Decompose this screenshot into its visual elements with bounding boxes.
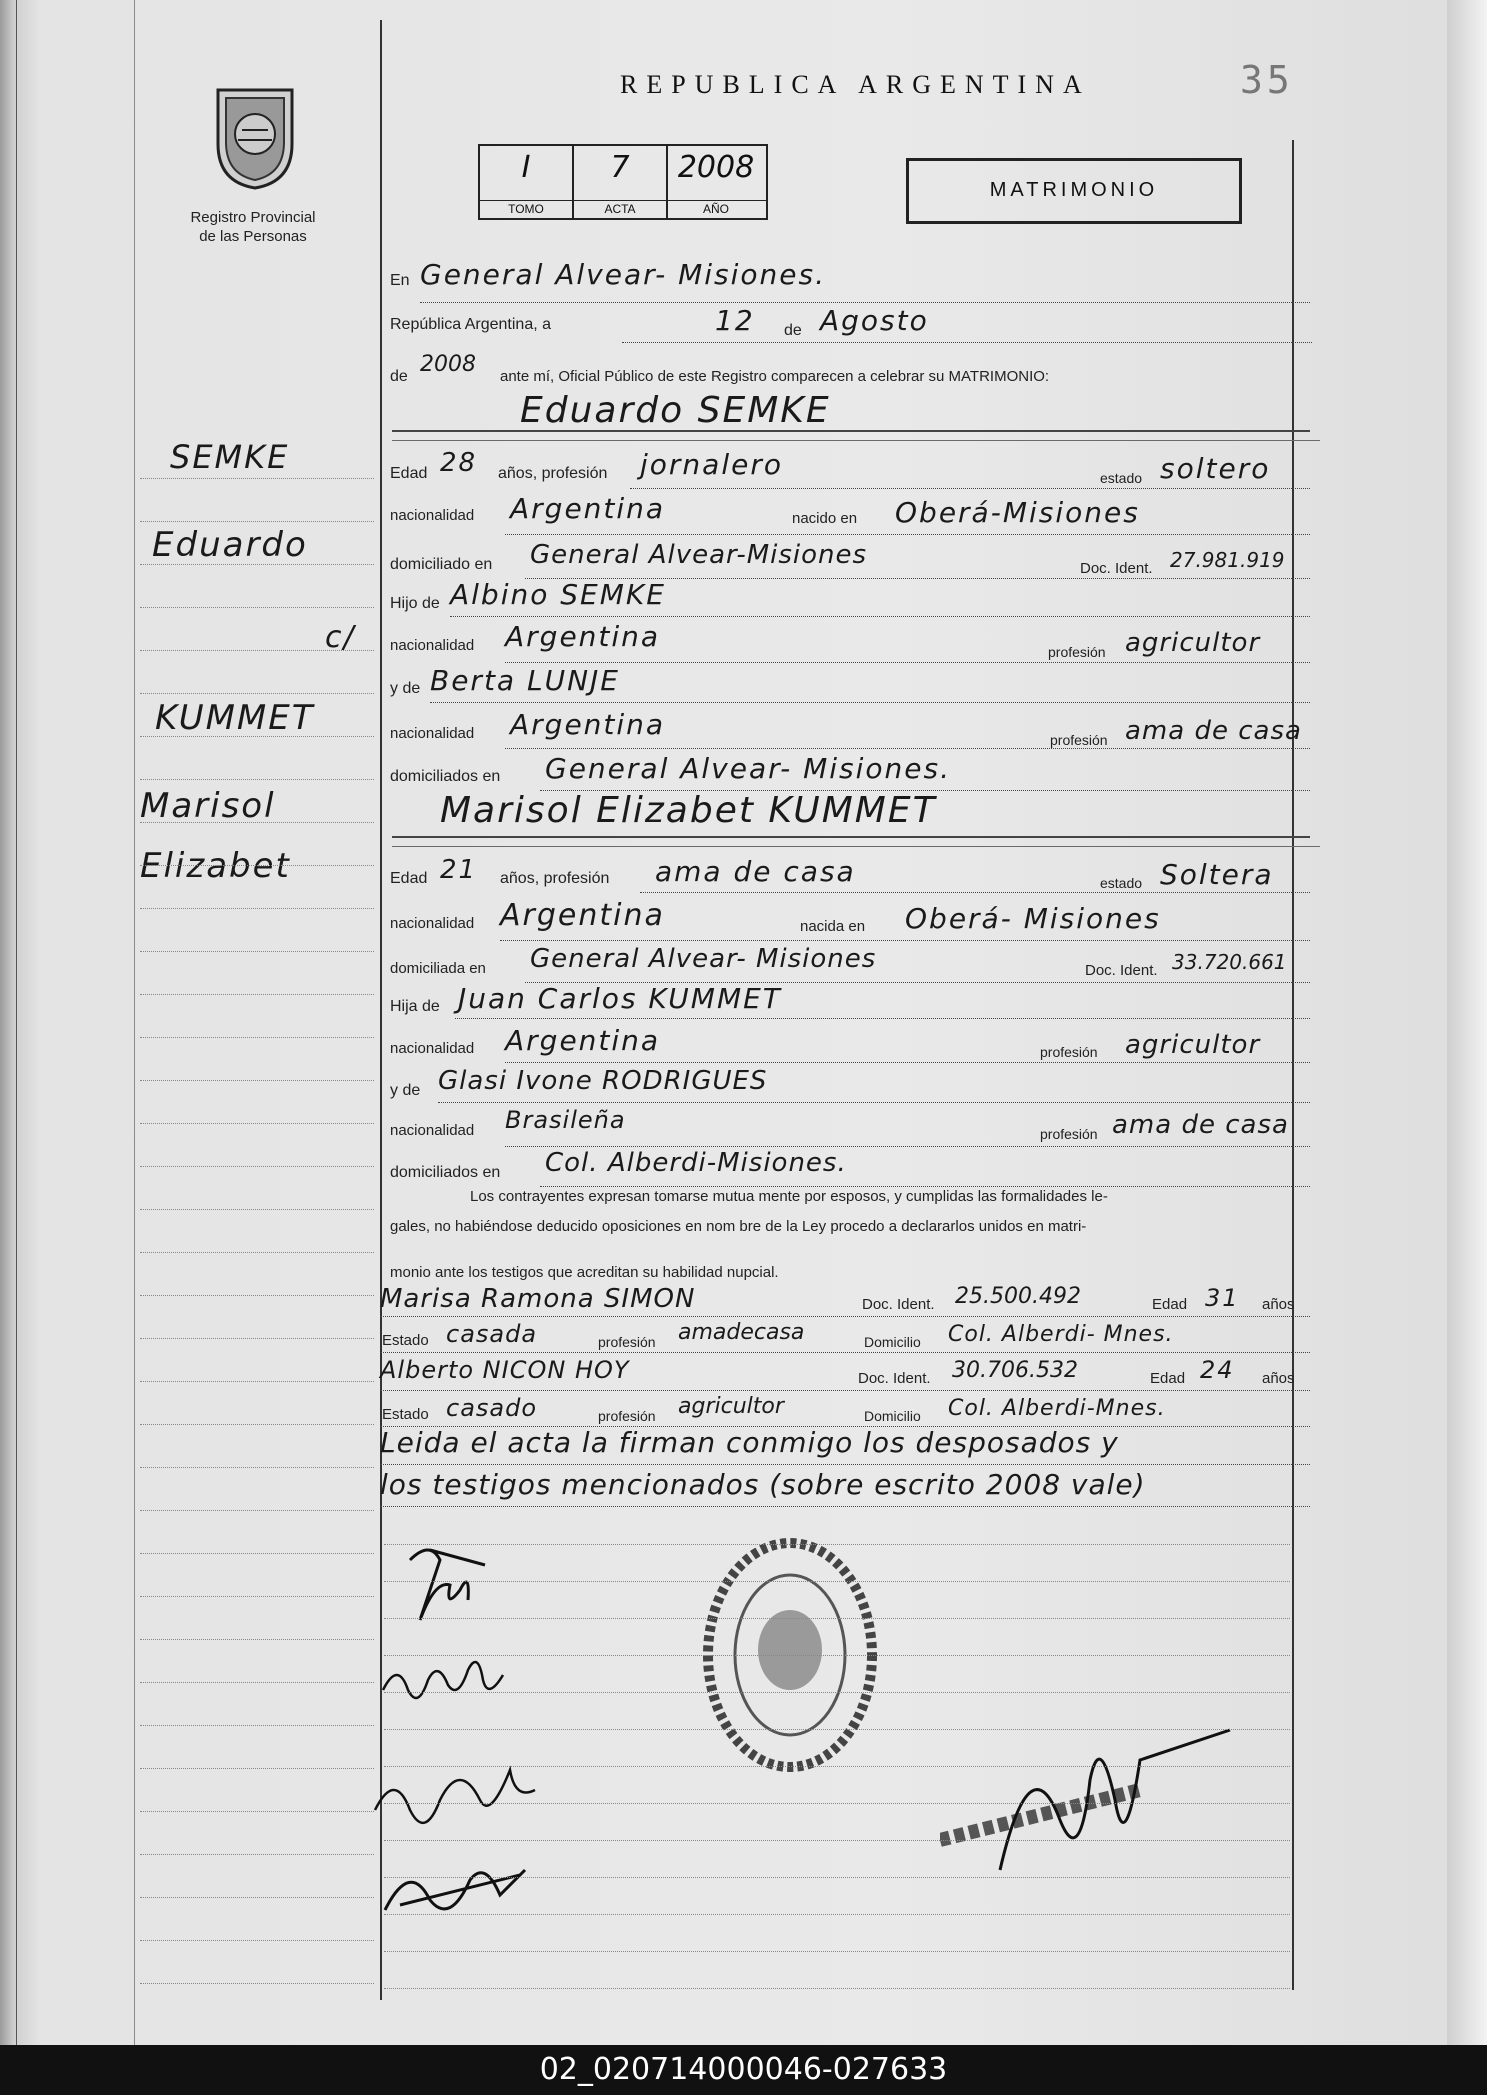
ruled-line [384, 1988, 1290, 1989]
ruled-line [384, 1581, 1290, 1582]
witness-2-name: Alberto NICON HOY [380, 1356, 630, 1384]
margin-ruled-line [140, 908, 374, 909]
margin-ruled-line [140, 521, 374, 522]
registry-line-2: de las Personas [199, 228, 307, 245]
groom-mother-profession: ama de casa [1125, 716, 1302, 746]
bride-mother: Glasi Ivone RODRIGUES [438, 1066, 768, 1096]
margin-ruled-line [140, 1338, 374, 1339]
tomo-label: TOMO [508, 202, 544, 216]
margin-ruled-line [140, 951, 374, 952]
witness-1-domicile: Col. Alberdi- Mnes. [948, 1322, 1174, 1347]
margin-ruled-line [140, 822, 374, 823]
margin-ruled-line [140, 693, 374, 694]
ruled-line [384, 1655, 1290, 1656]
bride-y-de-label: y de [390, 1082, 421, 1099]
groom-doc-label: Doc. Ident. [1080, 560, 1153, 577]
margin-ruled-line [140, 1725, 374, 1726]
marriage-day: 12 [715, 304, 755, 337]
witness-1-name: Marisa Ramona SIMON [380, 1284, 696, 1314]
ruled-line [384, 1877, 1290, 1878]
groom-domiciliados-label: domiciliados en [390, 768, 501, 785]
witness-1-doc-label: Doc. Ident. [862, 1296, 935, 1313]
groom-birthplace: Oberá-Misiones [895, 496, 1140, 529]
bride-profession: ama de casa [655, 855, 856, 888]
witness-1-age: 31 [1205, 1284, 1240, 1312]
bride-mother-nationality: Brasileña [505, 1106, 626, 1134]
witness-1-civil-status: casada [446, 1320, 538, 1348]
bride-parents-address: Col. Alberdi-Misiones. [545, 1148, 847, 1178]
image-id-footer: 02_020714000046-027633 [0, 2045, 1487, 2095]
witness-2-anios-label: años [1262, 1370, 1295, 1387]
margin-bride-name-1: Marisol [140, 786, 276, 826]
margin-ruled-line [140, 736, 374, 737]
bride-nationality: Argentina [500, 898, 665, 933]
margin-ruled-line [140, 1811, 374, 1812]
witness-1-domicilio-label: Domicilio [864, 1334, 921, 1350]
bride-edad-label: Edad [390, 870, 428, 887]
margin-ruled-line [140, 1510, 374, 1511]
tomo-value: I [521, 150, 531, 185]
margin-ruled-line [140, 1295, 374, 1296]
witness-2-profession: agricultor [678, 1394, 784, 1419]
groom-mother-nationality: Argentina [510, 708, 666, 741]
republica-label: República Argentina, a [390, 316, 551, 333]
groom-edad-label: Edad [390, 465, 428, 482]
groom-mother: Berta LUNJE [430, 664, 620, 697]
ruled-line [384, 1766, 1290, 1767]
page-edge [1447, 0, 1487, 2045]
anio-value: 2008 [677, 150, 755, 185]
signature-witness-2 [380, 1850, 530, 1930]
margin-ruled-line [140, 865, 374, 866]
witness-1-edad-label: Edad [1152, 1296, 1188, 1313]
ruled-line [384, 1692, 1290, 1693]
witness-2-profesion-label: profesión [598, 1408, 656, 1424]
acta-label: ACTA [604, 202, 636, 216]
witness-2-civil-status: casado [446, 1394, 538, 1422]
margin-ruled-line [140, 1768, 374, 1769]
official-signature-stamp [940, 1720, 1240, 1900]
margin-ruled-line [140, 1897, 374, 1898]
bride-civil-status: Soltera [1160, 858, 1274, 891]
marriage-place: General Alvear- Misiones. [420, 258, 827, 291]
ruled-line [384, 1544, 1290, 1545]
marriage-year: 2008 [420, 352, 476, 377]
groom-estado-label: estado [1100, 470, 1143, 486]
witness-2-age: 24 [1200, 1356, 1235, 1384]
binding-line [16, 0, 17, 2045]
groom-y-de-label: y de [390, 680, 421, 697]
bride-full-name: Marisol Elizabet KUMMET [440, 790, 937, 831]
groom-civil-status: soltero [1160, 452, 1271, 485]
registry-line-1: Registro Provincial [190, 209, 316, 226]
anio-label: AÑO [702, 202, 729, 216]
bride-mother-profesion-label: profesión [1040, 1126, 1098, 1142]
bride-birthplace: Oberá- Misiones [905, 902, 1161, 935]
margin-ruled-line [140, 1123, 374, 1124]
bride-estado-label: estado [1100, 875, 1143, 891]
margin-ruled-line [140, 1467, 374, 1468]
bride-father: Juan Carlos KUMMET [458, 982, 782, 1015]
declaration-line-3: monio ante los testigos que acreditan su habilidad nupcial. [390, 1264, 779, 1281]
margin-ruled-line [140, 1854, 374, 1855]
groom-father-profesion-label: profesión [1048, 644, 1106, 660]
year-prefix: de [390, 368, 408, 385]
groom-father-nationality: Argentina [505, 620, 661, 653]
bride-doc: 33.720.661 [1172, 950, 1287, 974]
page-number: 35 [1240, 58, 1294, 102]
bride-domiciliada-label: domiciliada en [390, 960, 486, 977]
margin-groom-surname: SEMKE [170, 438, 290, 476]
groom-age: 28 [440, 448, 478, 478]
witness-1-profession: amadecasa [678, 1320, 805, 1345]
de-label: de [784, 322, 802, 339]
margin-ruled-line [140, 1639, 374, 1640]
witness-1-estado-label: Estado [382, 1332, 429, 1349]
ruled-line [384, 1951, 1290, 1952]
witness-2-edad-label: Edad [1150, 1370, 1186, 1387]
declaration-line-2: gales, no habiéndose deducido oposiciones en nom bre de la Ley procedo a declararlos unidos en matri- [390, 1218, 1087, 1235]
bride-father-nationality: Argentina [505, 1024, 661, 1057]
groom-nacido-label: nacido en [792, 510, 858, 527]
groom-domiciliado-label: domiciliado en [390, 556, 493, 573]
groom-parents-address: General Alvear- Misiones. [545, 752, 952, 785]
record-type-box: MATRIMONIO [906, 158, 1242, 224]
margin-ruled-line [140, 607, 374, 608]
groom-mother-nacionalidad-label: nacionalidad [390, 725, 475, 742]
margin-ruled-line [140, 1166, 374, 1167]
witness-2-domicilio-label: Domicilio [864, 1408, 921, 1424]
bride-father-profesion-label: profesión [1040, 1044, 1098, 1060]
margin-ruled-line [140, 1209, 374, 1210]
bride-domiciliados-label: domiciliados en [390, 1164, 501, 1181]
right-border [1292, 140, 1294, 1990]
margin-ruled-line [140, 1381, 374, 1382]
page-fold-line [134, 0, 135, 2045]
intro-statement: ante mí, Oficial Público de este Registro comparecen a celebrar su MATRIMONIO: [500, 368, 1050, 385]
groom-father-nacionalidad-label: nacionalidad [390, 637, 475, 654]
bride-mother-nacionalidad-label: nacionalidad [390, 1122, 475, 1139]
bride-father-nacionalidad-label: nacionalidad [390, 1040, 475, 1057]
groom-address: General Alvear-Misiones [530, 540, 868, 570]
margin-ruled-line [140, 650, 374, 651]
country-title: REPUBLICA ARGENTINA [620, 70, 1091, 99]
signature-bride [378, 1640, 508, 1720]
signature-witness-1 [370, 1750, 540, 1850]
ruled-line [384, 1803, 1290, 1804]
bride-age: 21 [440, 855, 478, 885]
margin-bride-name-2: Elizabet [140, 846, 291, 886]
groom-nationality: Argentina [510, 492, 666, 525]
ruled-line [384, 1914, 1290, 1915]
groom-full-name: Eduardo SEMKE [520, 390, 831, 431]
bride-doc-label: Doc. Ident. [1085, 962, 1158, 979]
marriage-month: Agosto [820, 304, 929, 337]
witness-2-domicile: Col. Alberdi-Mnes. [948, 1396, 1166, 1421]
groom-nacionalidad-label: nacionalidad [390, 507, 475, 524]
bride-address: General Alvear- Misiones [530, 944, 877, 974]
bride-father-profession: agricultor [1125, 1030, 1261, 1060]
ruled-line [384, 1618, 1290, 1619]
margin-ruled-line [140, 478, 374, 479]
groom-doc: 27.981.919 [1170, 548, 1285, 572]
witness-2-estado-label: Estado [382, 1406, 429, 1423]
margin-ruled-line [140, 1682, 374, 1683]
witness-1-profesion-label: profesión [598, 1334, 656, 1350]
acta-value: 7 [610, 150, 630, 185]
ruled-line [384, 1840, 1290, 1841]
signature-groom [390, 1530, 500, 1640]
provincial-seal-icon [210, 82, 300, 192]
groom-anios-profesion-label: años, profesión [498, 465, 608, 482]
margin-ruled-line [140, 1553, 374, 1554]
margin-ruled-line [140, 564, 374, 565]
witness-2-doc: 30.706.532 [952, 1358, 1078, 1383]
margin-ruled-line [140, 1940, 374, 1941]
witness-1-anios-label: años [1262, 1296, 1295, 1313]
margin-ruled-line [140, 1037, 374, 1038]
groom-father-profession: agricultor [1125, 628, 1261, 658]
margin-groom-name: Eduardo [152, 525, 308, 565]
margin-ruled-line [140, 994, 374, 995]
closing-line-2: los testigos mencionados (sobre escrito 2008 vale) [380, 1468, 1146, 1501]
margin-ruled-line [140, 1080, 374, 1081]
ruled-line [384, 1729, 1290, 1730]
witness-1-doc: 25.500.492 [955, 1284, 1081, 1309]
groom-father: Albino SEMKE [450, 578, 666, 611]
bride-hija-label: Hija de [390, 998, 440, 1015]
bride-nacionalidad-label: nacionalidad [390, 915, 475, 932]
groom-mother-profesion-label: profesión [1050, 732, 1108, 748]
declaration-line-1: Los contrayentes expresan tomarse mutua mente por esposos, y cumplidas las formalidades le- [470, 1188, 1108, 1205]
groom-profession: jornalero [640, 448, 783, 481]
en-label: En [390, 272, 410, 289]
registry-name [178, 208, 328, 246]
bride-anios-profesion-label: años, profesión [500, 870, 610, 887]
margin-ruled-line [140, 1424, 374, 1425]
groom-hijo-label: Hijo de [390, 595, 440, 612]
margin-ruled-line [140, 779, 374, 780]
margin-ruled-line [140, 1983, 374, 1984]
closing-line-1: Leida el acta la firman conmigo los desposados y [380, 1426, 1119, 1459]
bride-nacida-label: nacida en [800, 918, 866, 935]
witness-2-doc-label: Doc. Ident. [858, 1370, 931, 1387]
record-reference-box [478, 144, 768, 220]
margin-connector: c/ [325, 620, 356, 655]
margin-bride-surname: KUMMET [155, 698, 315, 738]
margin-ruled-line [140, 1596, 374, 1597]
bride-mother-profession: ama de casa [1112, 1110, 1289, 1140]
margin-ruled-line [140, 1252, 374, 1253]
